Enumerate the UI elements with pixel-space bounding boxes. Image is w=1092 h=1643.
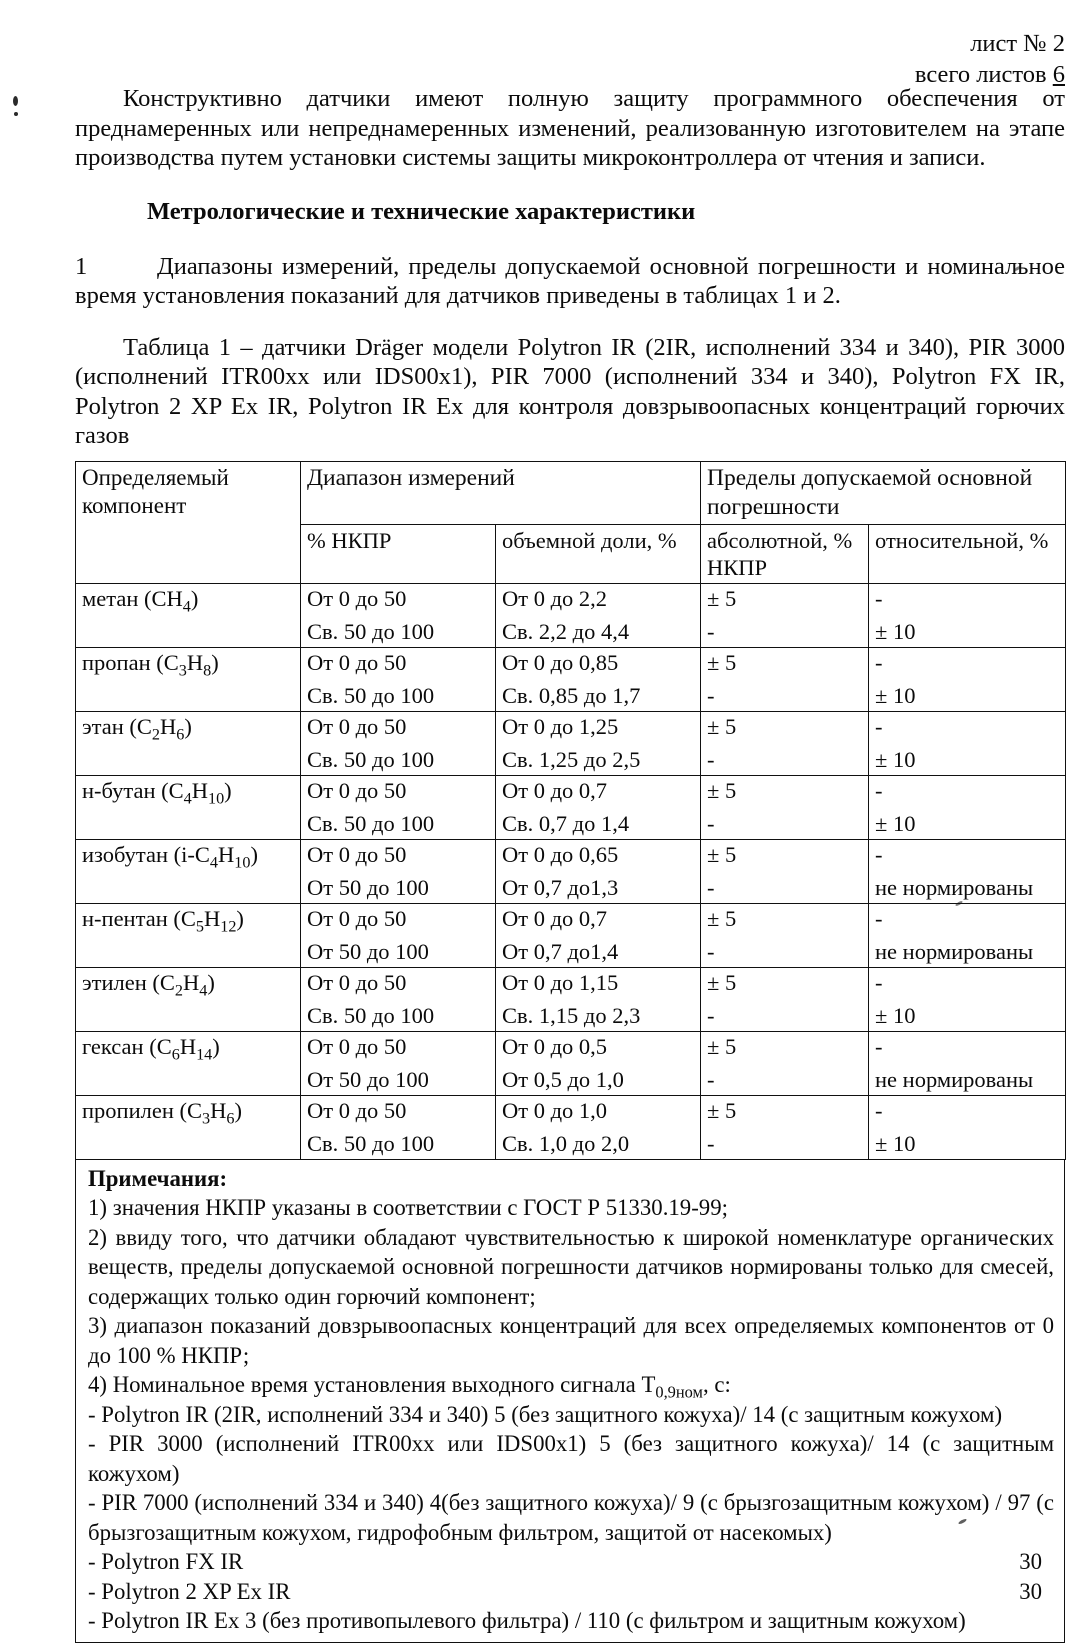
- cell-error-relative: [869, 775, 1066, 839]
- device-name: - Polytron 2 XP Ex IR: [88, 1578, 291, 1604]
- cell-component: н-пентан $(C_5H_{12})$: [76, 903, 301, 967]
- header-range-volume: объемной доли, %: [496, 524, 701, 583]
- note-4-subscript: 0,9ном: [655, 1382, 703, 1402]
- cell-range-volume: [496, 583, 701, 647]
- cell-error-absolute-line-1: ± 5: [707, 713, 737, 739]
- item-number: 1: [75, 252, 88, 280]
- cell-range-volume: [496, 775, 701, 839]
- cell-range-volume-line-1: От 0 до 0,65: [502, 841, 619, 867]
- cell-error-relative-line-2: ± 10: [875, 682, 916, 708]
- cell-error-absolute-line-2: -: [707, 746, 715, 772]
- cell-error-relative-line-2: ± 10: [875, 618, 916, 644]
- device-line: - Polytron IR (2IR, исполнений 334 и 340) 5 (без защитного кожуха)/ 14 (с защитным кожухом): [88, 1401, 1003, 1427]
- cell-range-nkpr-line-2: От 50 до 100: [307, 1066, 429, 1092]
- notes-block: [75, 1160, 1065, 1643]
- cell-error-relative-line-1: -: [875, 1097, 883, 1123]
- device-line: [88, 1547, 1054, 1577]
- cell-component: пропан $(C_3H_8)$: [76, 647, 301, 711]
- table-row: [76, 647, 1066, 711]
- cell-component: пропилен $(C_3H_6)$: [76, 1095, 301, 1159]
- cell-range-volume: [496, 1031, 701, 1095]
- table-row: [76, 1095, 1066, 1159]
- scan-artifact-speck: [13, 96, 18, 106]
- cell-error-relative-line-2: ± 10: [875, 810, 916, 836]
- device-name: - Polytron FX IR: [88, 1549, 244, 1574]
- table-row: [76, 839, 1066, 903]
- cell-range-nkpr-line-1: От 0 до 50: [307, 969, 407, 995]
- cell-error-absolute: [701, 583, 869, 647]
- cell-error-relative-line-1: -: [875, 1033, 883, 1059]
- cell-error-relative-line-1: -: [875, 713, 883, 739]
- cell-range-nkpr-line-1: От 0 до 50: [307, 841, 407, 867]
- cell-range-nkpr: [301, 1095, 496, 1159]
- cell-error-absolute-line-1: ± 5: [707, 841, 737, 867]
- cell-range-volume-line-1: От 0 до 1,15: [502, 969, 619, 995]
- table-header-row-1: [76, 461, 1066, 524]
- device-response-time-list: [88, 1400, 1054, 1636]
- cell-range-volume: [496, 711, 701, 775]
- note-2: 2) ввиду того, что датчики обладают чувствительностью к широкой номенклатуре органических веществ, пределы допускаемой основной погрешности датчиков нормированы только для смесей, содержащих только один горючий компонент;: [88, 1224, 1054, 1309]
- cell-error-relative-line-1: -: [875, 585, 883, 611]
- total-sheets-value: 6: [1052, 61, 1065, 88]
- cell-range-nkpr-line-1: От 0 до 50: [307, 777, 407, 803]
- cell-error-relative-line-2: не нормированы: [875, 938, 1034, 964]
- cell-range-volume: [496, 839, 701, 903]
- intro-paragraph: Конструктивно датчики имеют полную защиту программного обеспечения от преднамеренных или непреднамеренных изменений, реализованную изготовителем на этапе производства путем установки системы защиты микроконтроллера от чтения и записи.: [75, 85, 1065, 171]
- header-component: Определяемый компонент: [76, 461, 301, 583]
- device-line: - PIR 3000 (исполнений ITR00xx или IDS00x1) 5 (без защитного кожуха)/ 14 (с защитным кожухом): [88, 1431, 1054, 1486]
- cell-error-relative: [869, 1031, 1066, 1095]
- cell-error-relative-line-1: -: [875, 841, 883, 867]
- cell-range-volume-line-2: Св. 1,15 до 2,3: [502, 1002, 641, 1028]
- cell-range-volume-line-1: От 0 до 0,85: [502, 649, 619, 675]
- cell-error-relative: [869, 647, 1066, 711]
- cell-error-absolute-line-1: ± 5: [707, 585, 737, 611]
- cell-error-absolute-line-2: -: [707, 938, 715, 964]
- device-line: - Polytron IR Ex 3 (без противопылевого фильтра) / 110 (с фильтром и защитным кожухом): [88, 1608, 966, 1633]
- cell-error-relative-line-2: ± 10: [875, 1002, 916, 1028]
- device-response-time: 30: [1019, 1549, 1042, 1574]
- cell-component: н-бутан $(C_4H_{10})$: [76, 775, 301, 839]
- table-row: [76, 1031, 1066, 1095]
- sheet-number: лист № 2: [970, 30, 1065, 57]
- cell-range-nkpr: [301, 711, 496, 775]
- table-row: [76, 967, 1066, 1031]
- cell-error-relative: [869, 903, 1066, 967]
- table-head: [76, 461, 1066, 583]
- cell-range-nkpr-line-1: От 0 до 50: [307, 713, 407, 739]
- cell-error-absolute: [701, 967, 869, 1031]
- table-row: [76, 775, 1066, 839]
- measurement-table: [75, 461, 1066, 1160]
- cell-range-volume-line-2: От 0,7 до1,4: [502, 938, 619, 964]
- cell-error-relative-line-1: -: [875, 905, 883, 931]
- cell-range-nkpr: [301, 1031, 496, 1095]
- cell-error-absolute-line-1: ± 5: [707, 905, 737, 931]
- cell-error-relative-line-2: не нормированы: [875, 1066, 1034, 1092]
- cell-range-volume-line-2: Св. 0,7 до 1,4: [502, 810, 630, 836]
- header-error-relative: относительной, %: [869, 524, 1066, 583]
- notes-title: Примечания:: [88, 1165, 228, 1191]
- cell-error-absolute-line-1: ± 5: [707, 969, 737, 995]
- cell-range-volume-line-1: От 0 до 1,0: [502, 1097, 608, 1123]
- cell-error-absolute-line-1: ± 5: [707, 649, 737, 675]
- table-body: [76, 583, 1066, 1159]
- cell-range-nkpr-line-2: Св. 50 до 100: [307, 1130, 435, 1156]
- table-caption: Таблица 1 – датчики Dräger модели Polytron IR (2IR, исполнений 334 и 340), PIR 3000 (исполнений ITR00xx или IDS00x1), PIR 7000 (исполнений 334 и 340), Polytron FX IR, Polytron 2 XP Ex IR, Polytron IR Ex для контроля довзрывоопасных концентраций горючих газов: [75, 333, 1065, 449]
- cell-range-volume: [496, 967, 701, 1031]
- cell-range-nkpr: [301, 839, 496, 903]
- cell-error-relative: [869, 1095, 1066, 1159]
- cell-range-volume-line-1: От 0 до 1,25: [502, 713, 619, 739]
- cell-range-nkpr-line-2: От 50 до 100: [307, 938, 429, 964]
- cell-error-relative-line-1: -: [875, 777, 883, 803]
- cell-component: этан $(C_2H_6)$: [76, 711, 301, 775]
- cell-error-absolute-line-1: ± 5: [707, 1033, 737, 1059]
- cell-range-volume-line-1: От 0 до 0,5: [502, 1033, 608, 1059]
- cell-range-nkpr: [301, 903, 496, 967]
- cell-error-absolute-line-1: ± 5: [707, 1097, 737, 1123]
- cell-error-absolute: [701, 1031, 869, 1095]
- cell-error-relative-line-2: ± 10: [875, 746, 916, 772]
- cell-range-volume-line-1: От 0 до 0,7: [502, 905, 608, 931]
- cell-component: изобутан $(i-C_4H_{10})$: [76, 839, 301, 903]
- cell-component: гексан $(C_6H_{14})$: [76, 1031, 301, 1095]
- cell-range-nkpr-line-2: Св. 50 до 100: [307, 810, 435, 836]
- device-line: - PIR 7000 (исполнений 334 и 340) 4(без защитного кожуха)/ 9 (с брызгозащитным кожухом) / 97 (с брызгозащитным кожухом, гидрофобным фильтром, защитой от насекомых): [88, 1490, 1054, 1545]
- cell-error-relative-line-2: не нормированы: [875, 874, 1034, 900]
- scan-artifact-speck: [14, 112, 18, 116]
- cell-error-relative-line-1: -: [875, 649, 883, 675]
- table-row: [76, 903, 1066, 967]
- cell-range-nkpr: [301, 647, 496, 711]
- cell-range-volume-line-2: От 0,7 до1,3: [502, 874, 619, 900]
- cell-error-absolute-line-2: -: [707, 682, 715, 708]
- cell-range-nkpr-line-2: Св. 50 до 100: [307, 682, 435, 708]
- cell-range-nkpr-line-2: Св. 50 до 100: [307, 746, 435, 772]
- note-4: [88, 1370, 1054, 1400]
- cell-error-absolute-line-2: -: [707, 618, 715, 644]
- cell-error-absolute: [701, 775, 869, 839]
- cell-error-absolute-line-2: -: [707, 1066, 715, 1092]
- item-text: Диапазоны измерений, пределы допускаемой основной погрешности и номинальное время установления показаний для датчиков приведены в таблицах 1 и 2.: [75, 252, 1065, 309]
- cell-error-absolute-line-2: -: [707, 1002, 715, 1028]
- cell-error-absolute-line-2: -: [707, 1130, 715, 1156]
- cell-range-volume: [496, 903, 701, 967]
- cell-error-relative-line-1: -: [875, 969, 883, 995]
- note-3: 3) диапазон показаний довзрывоопасных концентраций для всех определяемых компонентов от 0 до 100 % НКПР;: [88, 1313, 1054, 1368]
- cell-error-relative: [869, 711, 1066, 775]
- header-error-group: Пределы допускаемой основной погрешности: [701, 461, 1066, 524]
- cell-range-nkpr: [301, 583, 496, 647]
- cell-range-nkpr-line-2: От 50 до 100: [307, 874, 429, 900]
- cell-error-absolute-line-2: -: [707, 810, 715, 836]
- cell-range-volume-line-2: Св. 0,85 до 1,7: [502, 682, 641, 708]
- cell-error-relative: [869, 967, 1066, 1031]
- table-row: [76, 583, 1066, 647]
- cell-error-absolute: [701, 1095, 869, 1159]
- header-error-absolute: абсолютной, % НКПР: [701, 524, 869, 583]
- cell-range-volume: [496, 1095, 701, 1159]
- cell-range-nkpr: [301, 775, 496, 839]
- cell-error-absolute: [701, 839, 869, 903]
- note-1: 1) значения НКПР указаны в соответствии с ГОСТ Р 51330.19-99;: [88, 1195, 728, 1220]
- cell-range-volume: [496, 647, 701, 711]
- note-4-prefix: 4) Номинальное время установления выходного сигнала Т: [88, 1372, 656, 1397]
- cell-component: этилен $(C_2H_4)$: [76, 967, 301, 1031]
- cell-range-nkpr-line-2: Св. 50 до 100: [307, 618, 435, 644]
- header-range-group: Диапазон измерений: [301, 461, 701, 524]
- cell-error-absolute: [701, 711, 869, 775]
- document-content: [75, 84, 1065, 1643]
- cell-range-volume-line-1: От 0 до 2,2: [502, 585, 608, 611]
- cell-range-volume-line-2: Св. 1,0 до 2,0: [502, 1130, 630, 1156]
- cell-range-nkpr-line-1: От 0 до 50: [307, 649, 407, 675]
- device-line: [88, 1577, 1054, 1607]
- device-response-time: 30: [1019, 1578, 1042, 1604]
- cell-range-volume-line-2: От 0,5 до 1,0: [502, 1066, 624, 1092]
- cell-error-relative: [869, 583, 1066, 647]
- cell-range-volume-line-2: Св. 1,25 до 2,5: [502, 746, 641, 772]
- total-sheets-label: всего листов: [914, 61, 1053, 88]
- cell-range-nkpr-line-1: От 0 до 50: [307, 905, 407, 931]
- cell-component: метан $(CH_4)$: [76, 583, 301, 647]
- cell-error-absolute: [701, 647, 869, 711]
- cell-error-absolute: [701, 903, 869, 967]
- section-heading: Метрологические и технические характеристики: [147, 197, 696, 225]
- numbered-item-1: [75, 252, 1065, 311]
- cell-range-nkpr-line-2: Св. 50 до 100: [307, 1002, 435, 1028]
- cell-range-volume-line-1: От 0 до 0,7: [502, 777, 608, 803]
- cell-error-absolute-line-1: ± 5: [707, 777, 737, 803]
- cell-range-nkpr-line-1: От 0 до 50: [307, 585, 407, 611]
- cell-range-volume-line-2: Св. 2,2 до 4,4: [502, 618, 630, 644]
- table-row: [76, 711, 1066, 775]
- cell-range-nkpr: [301, 967, 496, 1031]
- page-header: [915, 28, 1065, 90]
- cell-error-relative-line-2: ± 10: [875, 1130, 916, 1156]
- header-range-nkpr: % НКПР: [301, 524, 496, 583]
- cell-error-absolute-line-2: -: [707, 874, 715, 900]
- cell-range-nkpr-line-1: От 0 до 50: [307, 1097, 407, 1123]
- cell-error-relative: [869, 839, 1066, 903]
- cell-range-nkpr-line-1: От 0 до 50: [307, 1033, 407, 1059]
- note-4-suffix: , с:: [702, 1372, 731, 1397]
